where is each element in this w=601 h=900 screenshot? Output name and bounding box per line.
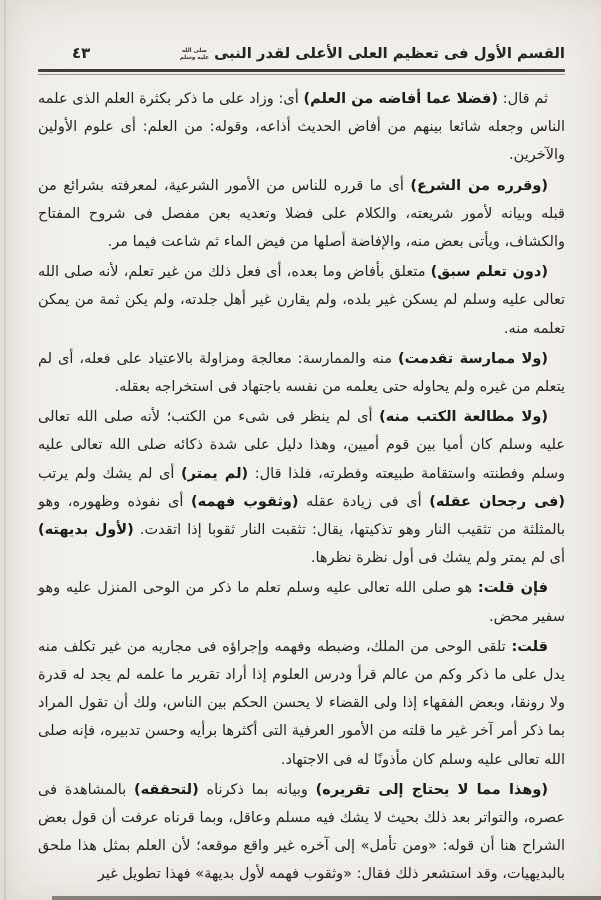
sharh-text: أى فى زيادة عقله [298, 493, 430, 510]
header-rule [38, 69, 565, 75]
matn-quote: (ولا ممارسة تقدمت) [397, 350, 548, 367]
sharh-text: بالمشاهدة فى عصره، والتواتر بعد ذلك بحيث لا يشك فيه مسلم وعاقل، وبما قرناه عرفت أن قول بعض الشراح هنا أن قوله: «ومن تأمل» إلى آخره غير واقع موقعه؛ لأن العلم بمثل هذا ملحق بالبديهيات، وقد استشعر ذلك فقال: «وثقوب فهمه لأول بديهة» فهذا تطويل غير [38, 781, 565, 883]
para-qultu [38, 633, 565, 774]
page-number: ٤٣ [72, 44, 91, 62]
sharh-text: أى لم يشك ولم يرتب [38, 465, 181, 482]
sharh-text: هو صلى الله تعالى عليه وسلم تعلم ما ذكر من الوحى المنزل عليه وهو سفير محض. [38, 580, 565, 625]
para-mumarasa [38, 345, 565, 401]
sharh-text: وبيانه بما ذكرناه [198, 781, 316, 798]
matn-quote: (لتحققه) [134, 781, 199, 798]
sharh-text: منه والممارسة: معالجة ومزاولة بالاعتياد على فعله، أى لم يتعلم من غيره ولم يحاوله حتى يعلمه من نفسه باجتهاد فى استخراجه بعقله. [38, 350, 565, 396]
header-rule-thin [38, 74, 565, 75]
para-fain-qulta [38, 574, 565, 630]
matn-quote: (لم يمتر) [180, 465, 249, 482]
running-head-title: القسم الأول فى تعظيم العلى الأعلى لقدر النبى [214, 45, 565, 62]
scan-edge-bottom [52, 896, 601, 900]
matn-quote: (وثقوب فهمه) [191, 493, 299, 510]
header-rule-thick [38, 69, 565, 72]
para-duna-taallum [38, 258, 565, 343]
matn-quote: (دون تعلم سبق) [430, 264, 548, 281]
sharh-text: ثم قال: [498, 91, 549, 107]
sharh-text: أى: وزاد على ما ذكر بكثرة العلم الذى علمه الناس وجعله شائعا بينهم من أفاض الحديث أذاعه، وقوله: من العلم: أى علوم الأولين والآخرين. [38, 91, 565, 164]
matn-quote: (وقرره من الشرع) [410, 177, 549, 194]
sharh-text: متعلق بأفاض وما بعده، أى فعل ذلك من غير تعلم، لأنه صلى الله تعالى عليه وسلم لم يسكن غير بلده، ولم يقارن غير أهل جلدته، ولم يكن ثمة من يمكن تعلمه منه. [38, 264, 565, 337]
matn-quote: (وهذا مما لا يحتاج إلى تقريره) [315, 781, 548, 798]
sharh-text: تلقى الوحى من الملك، وضبطه وفهمه وإجراؤه فى مجاريه من غير تكلف منه يدل على ما ذكر وكم من عالم قرأ ودرس العلوم إذا أراد تقرير ما علمه لم يجد له قدرة ولا رونقا، وبعض الفقهاء إذا ولى القضاء لا يحسن الحكم بين الناس، ولك أن تقول المراد بما ذكر أمر آخر غير ما قلته من الأمور العرفية التى أكثرها برأيه وحسن تدبيره، فإنه صلى الله تعالى عليه وسلم كان مأذونًا له فى الاجتهاد. [38, 638, 565, 768]
honorific-bottom: عليه وسلم [179, 54, 210, 61]
para-fadlan [38, 85, 565, 170]
matn-quote: (فضلا عما أفاضه من العلم) [303, 91, 499, 107]
body-text [38, 85, 565, 889]
honorific-icon [180, 48, 209, 60]
running-head [180, 45, 565, 62]
matn-quote: (لأول بديهته) [38, 522, 134, 539]
matn-quote: (ولا مطالعة الكتب منه) [379, 409, 548, 426]
sharh-text: أى نفوذه وظهوره، وهو بالمثلثة من تثقيب النار وهو تذكيتها، يقال: تثقبت النار ثقوبا إذا اتقدت. [38, 493, 565, 539]
para-mutalaat-alkutub [38, 403, 565, 572]
sharh-text: أى لم يمتر ولم يشك فى أول نظرة نظرها. [310, 550, 565, 567]
matn-quote: قلت: [511, 638, 548, 655]
matn-quote: (فى رجحان عقله) [429, 493, 565, 510]
sharh-text: أى ما قرره للناس من الأمور الشرعية، لمعرفته بشرائع من قبله وبيانه لأمور شريعته، والكلام على فضلا وتعديه بعن مفصل فى شروح المفتاح والكشاف، ويأتى بعض منه، والإفاضة أصلها من فيض الماء ثم شاعت فيما مر. [38, 177, 565, 251]
honorific-top: صلى الله [181, 48, 207, 55]
page-header [38, 0, 565, 62]
matn-quote: فإن قلت: [477, 580, 548, 597]
para-wahadha [38, 776, 565, 889]
para-qarrarahu [38, 172, 565, 257]
sharh-text: أى لم ينظر فى شىء من الكتب؛ لأنه صلى الله تعالى عليه وسلم كان أميا بين قوم أميين، وهذا دليل على شدة ذكائه صلى الله تعالى عليه وسلم وفطنته واستقامة طبيعته وفطرته، فلذا قال: [38, 409, 565, 482]
